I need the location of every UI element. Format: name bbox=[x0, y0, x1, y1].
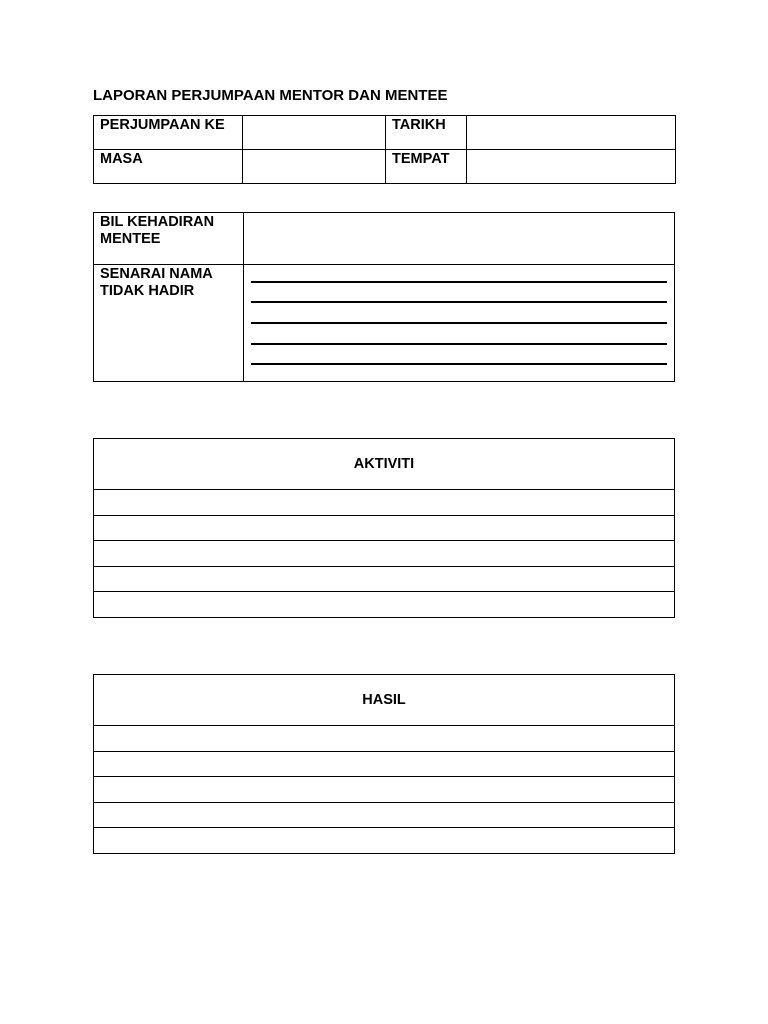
hasil-row[interactable] bbox=[94, 828, 675, 854]
masa-field[interactable] bbox=[243, 150, 386, 184]
tempat-value[interactable] bbox=[467, 150, 675, 151]
aktiviti-row[interactable] bbox=[94, 592, 675, 618]
bil-kehadiran-label-line2: MENTEE bbox=[100, 231, 161, 247]
bil-kehadiran-label bbox=[94, 213, 243, 248]
table-row bbox=[94, 751, 675, 777]
tarikh-label-cell bbox=[386, 116, 467, 150]
tarikh-label: TARIKH bbox=[392, 117, 446, 133]
aktiviti-row[interactable] bbox=[94, 515, 675, 541]
bil-kehadiran-field[interactable] bbox=[244, 213, 675, 265]
absent-names-label-cell bbox=[94, 265, 244, 382]
hasil-header: HASIL bbox=[94, 675, 675, 726]
aktiviti-header: AKTIVITI bbox=[94, 439, 675, 490]
tempat-label: TEMPAT bbox=[392, 151, 450, 167]
masa-value[interactable] bbox=[243, 150, 385, 151]
table-row bbox=[94, 802, 675, 828]
table-row bbox=[94, 116, 676, 150]
meeting-info-table bbox=[93, 115, 676, 184]
absent-name-line[interactable] bbox=[251, 343, 667, 345]
table-row bbox=[94, 592, 675, 618]
aktiviti-row[interactable] bbox=[94, 566, 675, 592]
table-header-row bbox=[94, 675, 675, 726]
table-row bbox=[94, 541, 675, 567]
perjumpaan-value[interactable] bbox=[243, 116, 385, 117]
attendance-table bbox=[93, 212, 675, 382]
table-row bbox=[94, 566, 675, 592]
hasil-row[interactable] bbox=[94, 726, 675, 752]
bil-kehadiran-label-cell bbox=[94, 213, 244, 265]
perjumpaan-label: PERJUMPAAN KE bbox=[100, 117, 225, 133]
absent-names-field[interactable] bbox=[244, 265, 675, 382]
absent-name-line[interactable] bbox=[251, 281, 667, 283]
tempat-field[interactable] bbox=[467, 150, 676, 184]
absent-name-line[interactable] bbox=[251, 322, 667, 324]
table-row bbox=[94, 777, 675, 803]
masa-label-cell bbox=[94, 150, 243, 184]
table-row bbox=[94, 265, 675, 382]
hasil-row[interactable] bbox=[94, 777, 675, 803]
absent-names-label-line1: SENARAI NAMA bbox=[100, 266, 213, 282]
tarikh-value[interactable] bbox=[467, 116, 675, 117]
aktiviti-table bbox=[93, 438, 675, 618]
table-header-row bbox=[94, 439, 675, 490]
table-row bbox=[94, 150, 676, 184]
tempat-label-cell bbox=[386, 150, 467, 184]
masa-label: MASA bbox=[100, 151, 143, 167]
absent-names-label-line2: TIDAK HADIR bbox=[100, 283, 195, 299]
perjumpaan-label-cell bbox=[94, 116, 243, 150]
hasil-row[interactable] bbox=[94, 802, 675, 828]
hasil-row[interactable] bbox=[94, 751, 675, 777]
absent-name-line[interactable] bbox=[251, 301, 667, 303]
absent-name-line[interactable] bbox=[251, 363, 667, 365]
bil-kehadiran-label-line1: BIL KEHADIRAN bbox=[100, 214, 215, 230]
table-row bbox=[94, 828, 675, 854]
aktiviti-row[interactable] bbox=[94, 490, 675, 516]
table-row bbox=[94, 515, 675, 541]
table-row bbox=[94, 726, 675, 752]
table-row bbox=[94, 490, 675, 516]
table-row bbox=[94, 213, 675, 265]
absent-names-label bbox=[94, 265, 243, 300]
hasil-table bbox=[93, 674, 675, 854]
aktiviti-row[interactable] bbox=[94, 541, 675, 567]
bil-kehadiran-value[interactable] bbox=[244, 213, 674, 214]
page-title: LAPORAN PERJUMPAAN MENTOR DAN MENTEE bbox=[93, 87, 448, 104]
perjumpaan-field[interactable] bbox=[243, 116, 386, 150]
tarikh-field[interactable] bbox=[467, 116, 676, 150]
